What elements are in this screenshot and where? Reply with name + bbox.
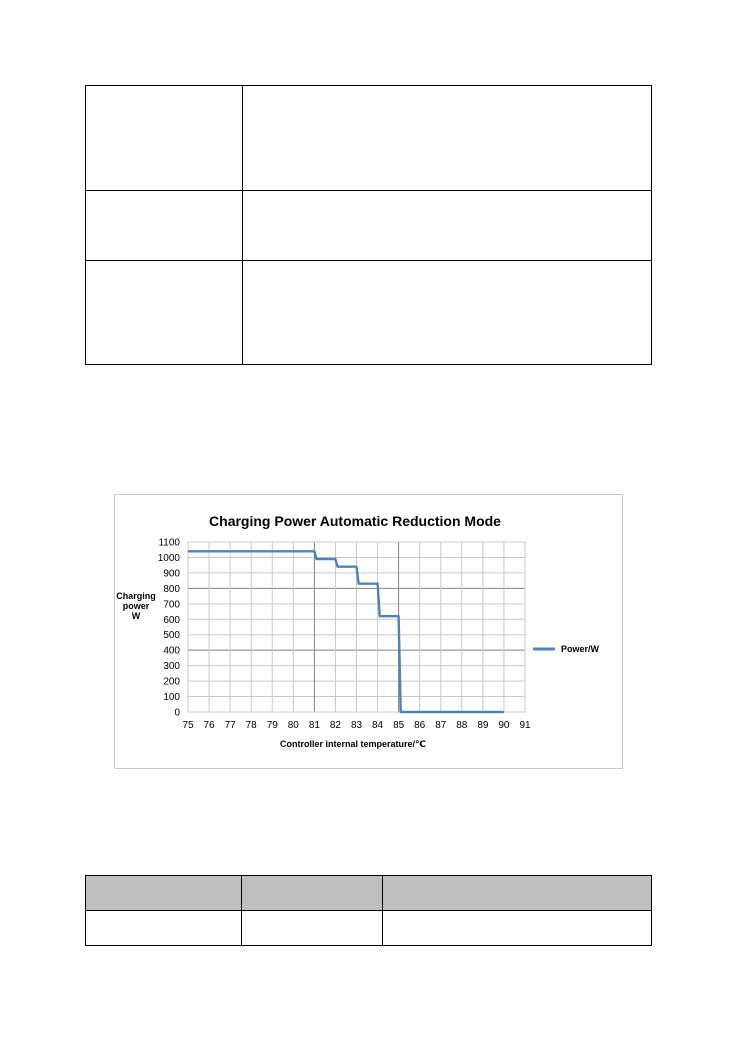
- x-tick-label: 84: [372, 720, 384, 731]
- table-cell: [242, 911, 383, 946]
- bottom-table: [85, 875, 652, 946]
- x-tick-label: 80: [287, 720, 299, 731]
- x-tick-label: 78: [245, 720, 257, 731]
- y-tick-label: 400: [163, 645, 180, 657]
- x-tick-label: 79: [266, 720, 278, 731]
- x-tick-label: 87: [435, 720, 447, 731]
- legend: [533, 644, 600, 654]
- y-tick-label: 800: [163, 583, 180, 595]
- x-tick-label: 90: [498, 720, 510, 731]
- table-cell: [86, 911, 242, 946]
- x-tick-label: 81: [308, 720, 320, 731]
- y-axis-label-line: power: [122, 601, 150, 611]
- table-row: [86, 191, 652, 261]
- y-tick-label: 900: [163, 568, 180, 580]
- table-cell: [243, 261, 652, 365]
- x-tick-label: 86: [414, 720, 426, 731]
- y-tick-label: 500: [163, 630, 180, 642]
- x-tick-label: 89: [477, 720, 489, 731]
- x-axis-label: Controller internal temperature/℃: [280, 739, 426, 749]
- table-cell: [86, 261, 243, 365]
- table-header-cell: [86, 876, 242, 911]
- table-cell: [383, 911, 652, 946]
- y-tick-label: 600: [163, 614, 180, 626]
- y-tick-label: 1100: [158, 537, 180, 549]
- y-axis-label: [116, 591, 156, 621]
- y-tick-label: 0: [174, 707, 180, 719]
- x-tick-label: 83: [350, 720, 363, 731]
- y-tick-label: 100: [163, 692, 180, 704]
- table-cell: [86, 86, 243, 191]
- table-row: [86, 911, 652, 946]
- table-header-row: [86, 876, 652, 911]
- x-tick-label: 76: [203, 720, 215, 731]
- series-layer: [188, 551, 504, 712]
- x-tick-label: 91: [519, 720, 531, 731]
- chart-title: Charging Power Automatic Reduction Mode: [209, 513, 501, 529]
- series-line: [188, 551, 504, 712]
- y-tick-label: 700: [163, 599, 180, 611]
- table-row: [86, 261, 652, 365]
- top-table: [85, 85, 652, 365]
- y-tick-label: 200: [163, 676, 180, 688]
- table-cell: [86, 191, 243, 261]
- y-axis-label-line: W: [131, 611, 141, 621]
- chart-frame: [114, 494, 623, 769]
- x-tick-label: 82: [329, 720, 341, 731]
- x-tick-labels: [182, 720, 531, 731]
- table-cell: [243, 86, 652, 191]
- x-tick-label: 85: [393, 720, 405, 731]
- x-tick-label: 88: [456, 720, 468, 731]
- table-row: [86, 86, 652, 191]
- y-axis-label-line: Charging: [116, 591, 156, 601]
- table-header-cell: [242, 876, 383, 911]
- table-cell: [243, 191, 652, 261]
- chart-svg: [115, 495, 622, 768]
- x-tick-label: 77: [224, 720, 236, 731]
- legend-label: Power/W: [561, 644, 600, 654]
- y-tick-label: 300: [163, 661, 180, 673]
- x-tick-label: 75: [182, 720, 194, 731]
- y-tick-label: 1000: [157, 552, 180, 564]
- y-tick-labels: [158, 538, 181, 719]
- table-header-cell: [383, 876, 652, 911]
